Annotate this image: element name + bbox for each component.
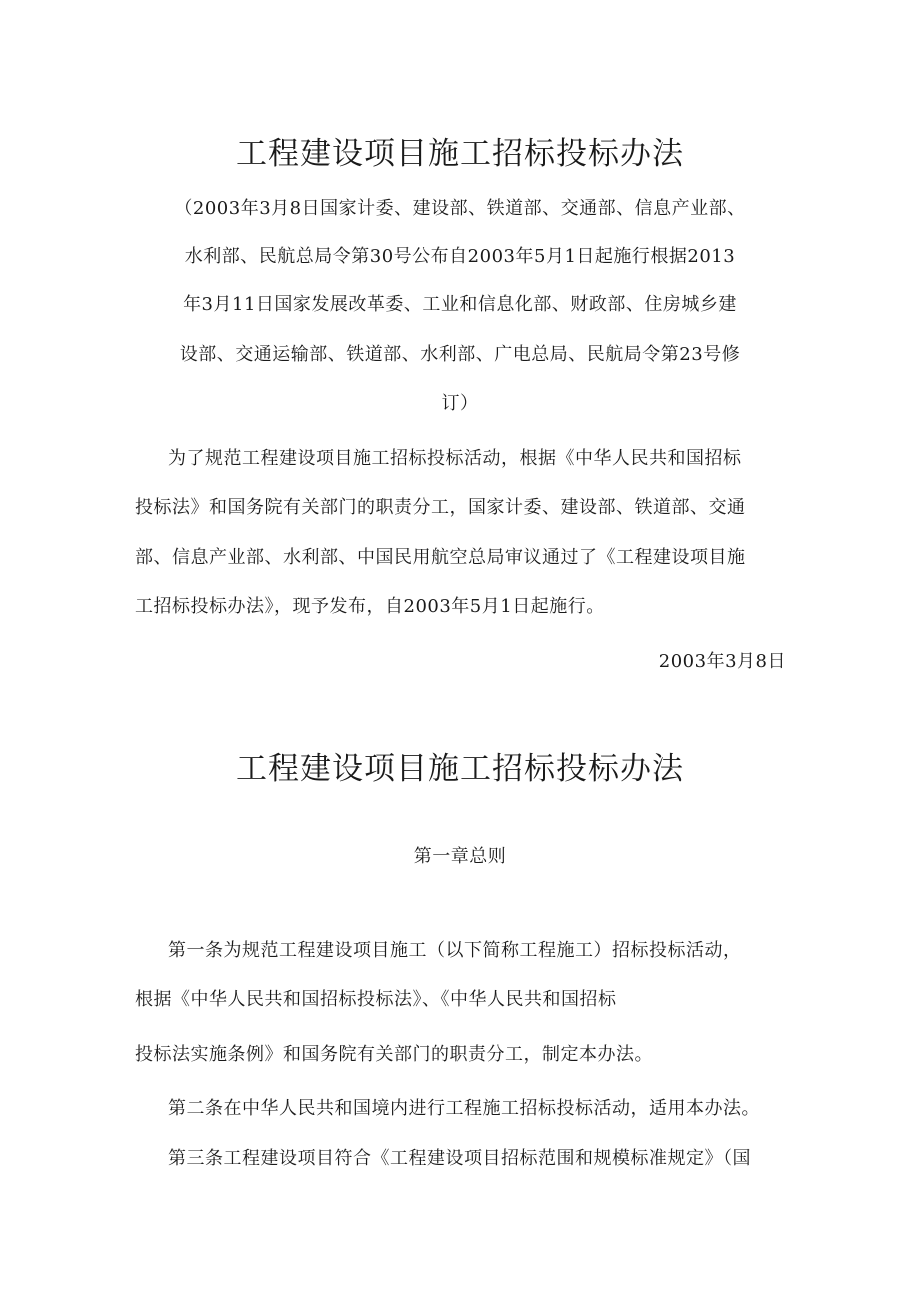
preamble-line-2: 水利部、民航总局令第30号公布自2003年5月1日起施行根据2013	[184, 246, 736, 267]
article-2: 第二条在中华人民共和国境内进行工程施工招标投标活动，适用本办法。	[168, 1098, 760, 1119]
article-1-line-1: 第一条为规范工程建设项目施工（以下简称工程施工）招标投标活动，	[168, 940, 742, 961]
intro-line-1: 为了规范工程建设项目施工招标投标活动，根据《中华人民共和国招标	[168, 448, 742, 469]
intro-line-2: 投标法》和国务院有关部门的职责分工，国家计委、建设部、铁道部、交通	[135, 497, 746, 518]
preamble-line-5: 订）	[441, 393, 479, 414]
issue-date: 2003年3月8日	[658, 651, 786, 672]
article-1-line-2: 根据《中华人民共和国招标投标法》、《中华人民共和国招标	[135, 989, 617, 1010]
document-title: 工程建设项目施工招标投标办法	[236, 136, 684, 172]
intro-line-4: 工招标投标办法》，现予发布，自2003年5月1日起施行。	[135, 596, 605, 617]
chapter-heading: 第一章总则	[413, 846, 507, 867]
preamble-line-1: （2003年3月8日国家计委、建设部、铁道部、交通部、信息产业部、	[174, 198, 746, 219]
preamble-line-3: 年3月11日国家发展改革委、工业和信息化部、财政部、住房城乡建	[183, 294, 737, 315]
article-1-line-3: 投标法实施条例》和国务院有关部门的职责分工，制定本办法。	[135, 1044, 653, 1065]
article-3-start: 第三条工程建设项目符合《工程建设项目招标范围和规模标准规定》（国	[168, 1148, 751, 1169]
document-title-repeat: 工程建设项目施工招标投标办法	[236, 751, 684, 787]
intro-line-3: 部、信息产业部、水利部、中国民用航空总局审议通过了《工程建设项目施	[135, 547, 746, 568]
preamble-line-4: 设部、交通运输部、铁道部、水利部、广电总局、民航局令第23号修	[179, 344, 741, 365]
